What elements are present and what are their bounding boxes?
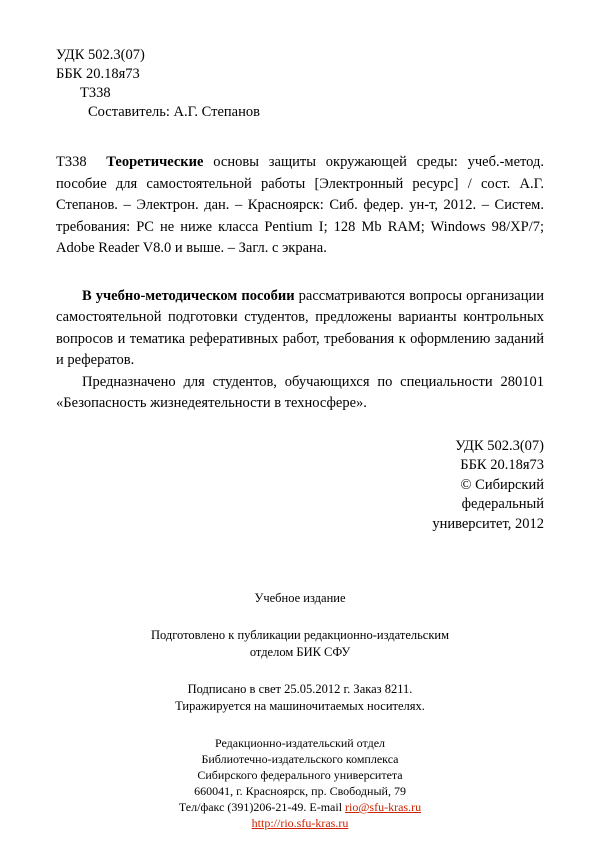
imprint-block — [56, 590, 544, 831]
document-code: Т338 — [80, 85, 111, 101]
bibliographic-code: Т338 — [56, 154, 87, 170]
spacer — [56, 715, 544, 735]
bibliographic-description — [56, 152, 544, 260]
publisher-line-1: Редакционно-издательский отдел — [214, 736, 386, 750]
bibliographic-title: Теоретические — [106, 154, 204, 170]
spacer — [56, 607, 544, 627]
publisher-contact — [56, 799, 544, 815]
edition-type: Учебное издание — [254, 591, 346, 605]
copyright-line-1: © Сибирский — [460, 476, 544, 493]
udk-code: УДК 502.3(07) — [56, 47, 145, 63]
publisher-website-row — [56, 815, 544, 831]
page-content — [56, 46, 544, 831]
email-link[interactable]: rio@sfu-kras.ru — [345, 800, 422, 814]
contact-prefix: Тел/факс (391)206-21-49. E-mail — [178, 800, 346, 814]
spacer — [56, 661, 544, 681]
copyright-bbk: ББК 20.18я73 — [460, 457, 544, 473]
annotation-lead-bold: В учебно-методическом пособии — [82, 287, 295, 304]
replication-line: Тиражируется на машиночитаемых носителях. — [175, 699, 425, 713]
annotation-paragraph-1 — [56, 286, 544, 372]
spacer — [56, 415, 544, 437]
annotation-paragraph-2: Предназначено для студентов, обучающихся по специальности 280101 «Безопасность жизнедеятельности в техносфере». — [56, 373, 544, 411]
annotation-paragraph-1-text: рассматриваются вопросы организации самостоятельной подготовки студентов, предложены варианты контрольных вопросов и тематика реферативных работ, требования к оформлению заданий и рефератов. — [56, 287, 544, 368]
copyright-udk: УДК 502.3(07) — [455, 437, 544, 454]
bbk-code: ББК 20.18я73 — [56, 66, 140, 82]
prepared-line-1: Подготовлено к публикации редакционно-издательским — [150, 628, 450, 642]
spacer — [56, 260, 544, 286]
header-codes-block — [56, 46, 544, 122]
publisher-address: 660041, г. Красноярск, пр. Свободный, 79 — [194, 784, 406, 798]
publisher-line-2: Библиотечно-издательского комплекса — [201, 752, 399, 766]
prepared-line-2: отделом БИК СФУ — [249, 645, 351, 659]
compiler-line: Составитель: А.Г. Степанов — [88, 104, 260, 120]
spacer — [56, 534, 544, 590]
signed-line: Подписано в свет 25.05.2012 г. Заказ 8211. — [187, 682, 413, 696]
website-link[interactable]: http://rio.sfu-kras.ru — [251, 816, 349, 830]
copyright-block — [56, 437, 544, 535]
bibliographic-rest: основы защиты окружающей среды: учеб.-метод. пособие для самостоятельной работы [Электронный ресурс] / сост. А.Г. Степанов. – Электрон. дан. – Красноярск: Сиб. федер. ун-т, 2012. – Систем. требования: PC не ниже класса Pentium I; 128 Mb RAM; Windows 98/XP/7; Adobe Reader V8.0 и выше. – Загл. с экрана. — [56, 154, 545, 256]
copyright-line-2: федеральный — [461, 496, 544, 512]
spacer — [56, 122, 544, 152]
publisher-line-3: Сибирского федерального университета — [197, 768, 403, 782]
copyright-line-3: университет, 2012 — [432, 515, 544, 532]
